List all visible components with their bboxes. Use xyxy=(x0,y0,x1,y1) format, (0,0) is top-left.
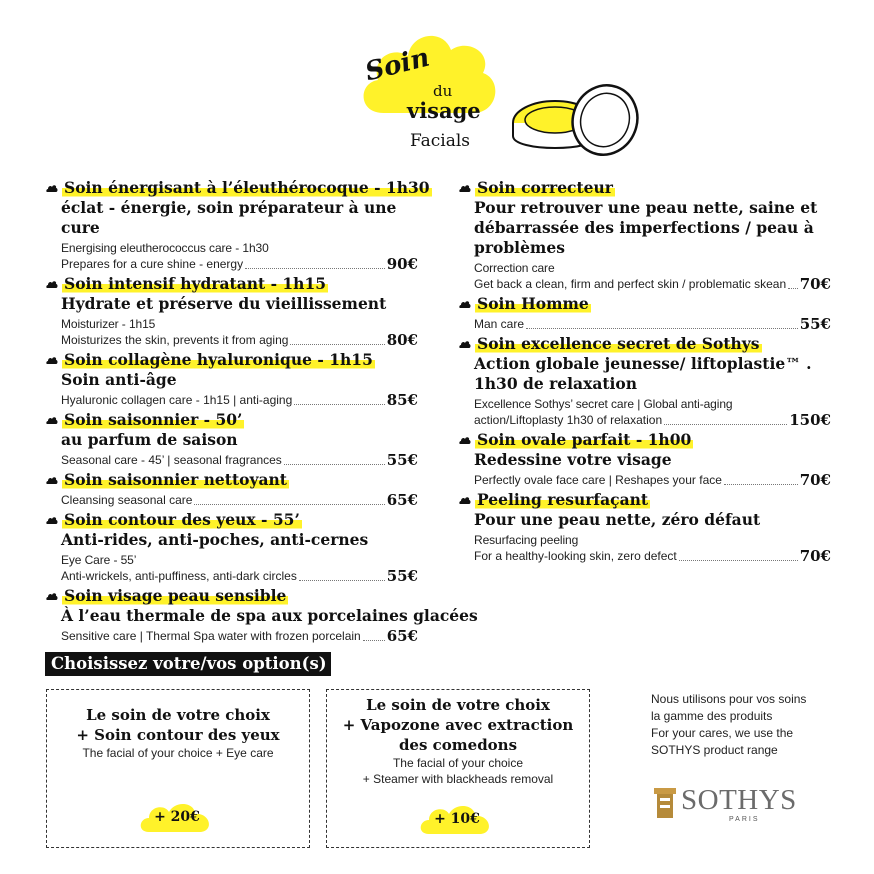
cloud-bullet-icon xyxy=(46,183,58,193)
list-item xyxy=(46,470,418,508)
cloud-bullet-icon xyxy=(459,435,471,445)
item-price-text: Hyaluronic collagen care - 1h15 | anti-aging xyxy=(61,393,293,407)
item-price-text: For a healthy-looking skin, zero defect xyxy=(474,549,677,563)
item-title: Soin saisonnier - 50’ xyxy=(64,410,243,429)
cloud-bullet-icon xyxy=(459,299,471,309)
item-price: 55€ xyxy=(799,315,831,333)
list-item xyxy=(459,490,831,564)
item-price-text: Moisturizes the skin, prevents it from aging xyxy=(61,333,289,347)
info-fr-line1: Nous utilisons pour vos soins xyxy=(651,692,807,706)
list-item xyxy=(46,274,418,348)
option-price: + 10€ xyxy=(434,811,480,827)
cloud-bullet-icon xyxy=(46,515,58,525)
item-price: 70€ xyxy=(799,275,831,293)
title-soin: Soin xyxy=(362,42,433,88)
list-item xyxy=(459,294,831,332)
item-subtitle: Pour une peau nette, zéro défaut xyxy=(474,510,761,529)
item-price: 65€ xyxy=(386,491,418,509)
item-price: 65€ xyxy=(386,627,418,645)
item-desc: Correction care xyxy=(474,261,555,275)
info-en-line1: For your cares, we use the xyxy=(651,726,794,740)
option-subtitle-line1: The facial of your choice xyxy=(392,756,524,770)
sothys-logo xyxy=(651,782,816,827)
option-price-badge xyxy=(137,798,217,838)
item-subtitle: Anti-rides, anti-poches, anti-cernes xyxy=(61,530,369,549)
item-title: Soin contour des yeux - 55’ xyxy=(64,510,300,529)
info-fr-line2: la gamme des produits xyxy=(651,709,773,723)
item-subtitle: au parfum de saison xyxy=(61,430,238,449)
item-price: 70€ xyxy=(799,547,831,565)
item-desc: Energising eleutherococcus care - 1h30 xyxy=(61,241,269,255)
option-price-badge xyxy=(417,800,497,840)
right-column xyxy=(459,178,831,566)
list-item xyxy=(46,510,418,584)
item-price-text: Cleansing seasonal care xyxy=(61,493,193,507)
title-facials: Facials xyxy=(410,131,471,151)
title-du: du xyxy=(433,82,453,100)
list-item xyxy=(46,178,430,273)
list-item xyxy=(46,586,478,645)
item-title: Soin saisonnier nettoyant xyxy=(64,470,287,489)
options-banner: Choisissez votre/vos option(s) xyxy=(45,652,331,676)
item-price: 70€ xyxy=(799,471,831,489)
option-title-line1: Le soin de votre choix xyxy=(366,696,550,714)
item-price-text: Prepares for a cure shine - energy xyxy=(61,257,244,271)
item-price-text: Sensitive care | Thermal Spa water with frozen porcelain xyxy=(61,629,361,643)
item-subtitle: Action globale jeunesse/ liftoplastie™ . 1h30 de relaxation xyxy=(474,354,812,393)
item-title: Soin Homme xyxy=(477,294,589,313)
item-title: Soin énergisant à l’éleuthérocoque - 1h30 xyxy=(64,178,430,197)
left-column xyxy=(46,178,478,646)
item-price-text: action/Liftoplasty 1h30 of relaxation xyxy=(474,413,663,427)
option-eye-care xyxy=(46,689,310,848)
option-title-line1: Le soin de votre choix xyxy=(86,706,270,724)
item-title: Soin collagène hyaluronique - 1h15 xyxy=(64,350,373,369)
item-subtitle: Pour retrouver une peau nette, saine et débarrassée des imperfections / peau à problèmes xyxy=(474,198,818,257)
cloud-bullet-icon xyxy=(46,415,58,425)
cloud-bullet-icon xyxy=(46,355,58,365)
item-subtitle: Redessine votre visage xyxy=(474,450,672,469)
item-price: 90€ xyxy=(386,255,418,273)
list-item xyxy=(46,410,418,468)
item-price-text: Seasonal care - 45’ | seasonal fragrances xyxy=(61,453,282,467)
item-price: 80€ xyxy=(386,331,418,349)
option-title-line2: + Vapozone avec extraction xyxy=(342,716,574,734)
logo-subtitle: PARIS xyxy=(729,816,760,823)
option-subtitle: The facial of your choice + Eye care xyxy=(82,746,274,760)
cloud-bullet-icon xyxy=(459,339,471,349)
list-item xyxy=(459,430,831,488)
cloud-bullet-icon xyxy=(46,591,58,601)
item-title: Soin correcteur xyxy=(477,178,613,197)
product-info xyxy=(651,691,851,759)
item-title: Soin ovale parfait - 1h00 xyxy=(477,430,692,449)
item-price: 85€ xyxy=(386,391,418,409)
item-subtitle: Hydrate et préserve du vieillissement xyxy=(61,294,387,313)
item-title: Soin intensif hydratant - 1h15 xyxy=(64,274,327,293)
list-item xyxy=(46,350,418,408)
list-item xyxy=(459,178,831,292)
option-vapozone xyxy=(326,689,590,848)
item-desc: Eye Care - 55’ xyxy=(61,553,137,567)
header xyxy=(345,10,645,170)
option-title-line2: + Soin contour des yeux xyxy=(76,726,280,744)
item-subtitle: À l’eau thermale de spa aux porcelaines glacées xyxy=(61,606,478,625)
cloud-bullet-icon xyxy=(46,475,58,485)
cloud-bullet-icon xyxy=(459,495,471,505)
logo-name: SOTHYS xyxy=(681,784,797,816)
cloud-bullet-icon xyxy=(46,279,58,289)
item-price-text: Anti-wrickels, anti-puffiness, anti-dark circles xyxy=(61,569,297,583)
item-title: Soin excellence secret de Sothys xyxy=(477,334,760,353)
option-price: + 20€ xyxy=(154,809,200,825)
item-desc: Resurfacing peeling xyxy=(474,533,579,547)
item-title: Soin visage peau sensible xyxy=(64,586,287,605)
option-subtitle-line2: + Steamer with blackheads removal xyxy=(362,772,554,786)
item-desc: Moisturizer - 1h15 xyxy=(61,317,156,331)
sothys-emblem-icon xyxy=(651,786,679,822)
item-title: Peeling resurfaçant xyxy=(477,490,649,509)
cream-jar-illustration xyxy=(510,78,640,168)
item-price-text: Get back a clean, firm and perfect skin / problematic skean xyxy=(474,277,787,291)
item-desc: Excellence Sothys’ secret care | Global anti-aging xyxy=(474,397,733,411)
cloud-bullet-icon xyxy=(459,183,471,193)
list-item xyxy=(459,334,831,428)
item-price: 55€ xyxy=(386,451,418,469)
title-visage: visage xyxy=(407,98,481,123)
item-price-text: Man care xyxy=(474,317,525,331)
item-price: 55€ xyxy=(386,567,418,585)
item-price-text: Perfectly ovale face care | Reshapes your face xyxy=(474,473,722,487)
info-en-line2: SOTHYS product range xyxy=(651,743,778,757)
option-title-line3: des comedons xyxy=(398,736,518,754)
item-price: 150€ xyxy=(789,411,831,429)
item-subtitle: Soin anti-âge xyxy=(61,370,177,389)
item-subtitle: éclat - énergie, soin préparateur à une cure xyxy=(61,198,397,237)
